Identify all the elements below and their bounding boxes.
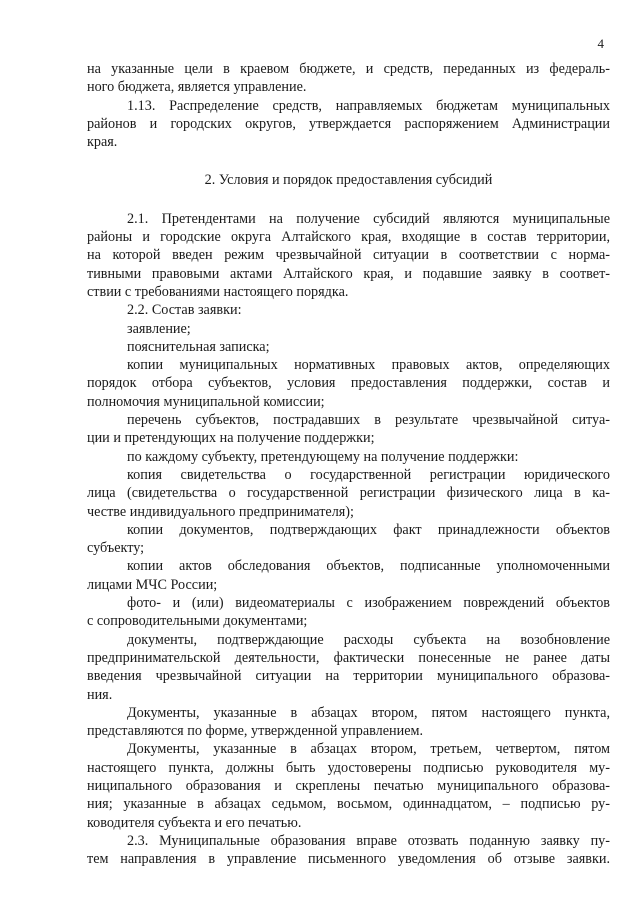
text-line: лица (свидетельства о государственной регистрации физического лица в ка-	[87, 485, 610, 502]
text-line: предпринимательской деятельности, фактически понесенные не ранее даты	[87, 649, 610, 666]
text-line: ции и претендующих на получение поддержки;	[87, 430, 375, 447]
text-line: копии актов обследования объектов, подписанные уполномоченными	[127, 558, 610, 575]
text-line: Документы, указанные в абзацах втором, третьем, четвертом, пятом	[127, 741, 610, 758]
text-line: ниципального образования и скреплены печатью муниципального образова-	[87, 777, 610, 794]
text-line: районы и городские округа Алтайского края, входящие в состав территории,	[87, 229, 610, 246]
text-line: полномочия муниципальной комиссии;	[87, 393, 325, 410]
text-line: 1.13. Распределение средств, направляемых бюджетам муниципальных	[127, 97, 610, 114]
text-line: с сопроводительными документами;	[87, 613, 308, 630]
text-line: ководителя субъекта и его печатью.	[87, 814, 302, 831]
text-line: фото- и (или) видеоматериалы с изображением повреждений объектов	[127, 595, 610, 612]
text-line: пояснительная записка;	[127, 338, 270, 355]
text-line: копии муниципальных нормативных правовых актов, определяющих	[127, 357, 610, 374]
text-line: настоящего пункта, должны быть удостоверены подписью руководителя му-	[87, 759, 610, 776]
text-line: заявление;	[127, 320, 191, 337]
text-line: районов и городских округов, утверждается распоряжением Администрации	[87, 115, 610, 132]
text-line: субъекту;	[87, 540, 145, 557]
text-line: на указанные цели в краевом бюджете, и средств, переданных из федераль-	[87, 61, 610, 77]
page-number: 4	[597, 36, 604, 51]
intro-paragraphs	[87, 60, 610, 151]
text-line: 2.1. Претендентами на получение субсидий являются муниципальные	[127, 210, 610, 227]
text-line: копия свидетельства о государственной регистрации юридического	[127, 466, 610, 483]
text-line: 2.3. Муниципальные образования вправе отозвать поданную заявку пу-	[127, 832, 610, 849]
text-line: края.	[87, 134, 118, 151]
text-line: порядок отбора субъектов, условия предоставления поддержки, состав и	[87, 375, 610, 392]
text-line: копии документов, подтверждающих факт принадлежности объектов	[127, 521, 610, 538]
text-line: на которой введен режим чрезвычайной ситуации в соответствии с норма-	[87, 247, 610, 264]
text-line: по каждому субъекту, претендующему на получение поддержки:	[127, 448, 519, 465]
text-line: документы, подтверждающие расходы субъекта на возобновление	[127, 631, 610, 648]
text-line: честве индивидуального предпринимателя);	[87, 503, 354, 520]
text-line: введения чрезвычайной ситуации на территории муниципального образова-	[87, 668, 610, 685]
text-line: тем направления в управление письменного уведомления об отзыве заявки.	[87, 851, 610, 868]
section-body	[87, 210, 610, 869]
text-line: тивными правовыми актами Алтайского края, и подавшие заявку в соответ-	[87, 265, 610, 282]
text-line: лицами МЧС России;	[87, 576, 218, 593]
section-heading: 2. Условия и порядок предоставления субсидий	[204, 172, 493, 189]
text-line: ния; указанные в абзацах седьмом, восьмом, одиннадцатом, – подписью ру-	[87, 796, 610, 813]
text-line: перечень субъектов, пострадавших в результате чрезвычайной ситуа-	[127, 412, 610, 429]
text-line: ного бюджета, является управление.	[87, 79, 307, 96]
text-line: 2.2. Состав заявки:	[127, 302, 242, 319]
text-line: ния.	[87, 686, 113, 703]
text-line: представляются по форме, утвержденной управлением.	[87, 723, 424, 740]
document-body	[87, 60, 610, 868]
text-line: Документы, указанные в абзацах втором, пятом настоящего пункта,	[127, 704, 610, 721]
text-line: ствии с требованиями настоящего порядка.	[87, 283, 349, 300]
